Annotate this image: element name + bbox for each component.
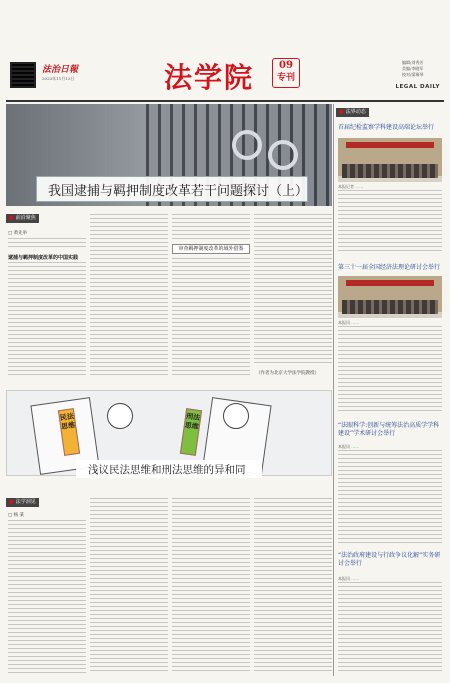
editor-credit: 校对/梁瑞琴 xyxy=(402,72,424,77)
news-sidebar xyxy=(336,104,444,676)
issue-date: 2023年11月13日 xyxy=(42,76,75,81)
column-tag-label: 前沿聚焦 xyxy=(15,215,36,221)
article2-body-text xyxy=(90,498,168,674)
article1-body-text xyxy=(254,214,332,366)
photo-people xyxy=(342,300,438,314)
column-tag-news xyxy=(336,108,369,117)
handcuff-icon xyxy=(232,130,262,160)
cartoon-face-icon xyxy=(107,403,133,429)
article1-body-text xyxy=(172,214,250,240)
sidebar-body-text xyxy=(338,450,442,544)
column-tag-frontier xyxy=(6,214,39,223)
special-issue-label: 专刊 xyxy=(276,73,295,83)
article1-author-note: （作者为北京大学法学院教授） xyxy=(256,371,319,376)
article1-subhead: 逮捕与羁押制度改革的中国实践 xyxy=(8,255,79,261)
article1-body-text xyxy=(8,262,86,378)
article1-headline[interactable]: 我国逮捕与羁押制度改革若干问题探讨（上） xyxy=(48,184,309,199)
sidebar-item-title[interactable]: 首届纪检监察学科建设高端论坛举行 xyxy=(338,124,435,131)
label-criminal-thinking: 刑法思维 xyxy=(180,408,202,456)
sidebar-item-byline: 本报讯 …… xyxy=(338,320,360,325)
column-tag-label: 法界动态 xyxy=(345,109,366,115)
article1-body-text xyxy=(172,258,250,378)
article1-body-text xyxy=(8,238,86,250)
bullet-icon: ■ xyxy=(339,109,344,115)
article2-headline[interactable]: 浅议民法思维和刑法思维的异和同 xyxy=(88,464,246,476)
article2-author: □ 杨 某 xyxy=(8,513,25,518)
sidebar-item-byline: 本报记者 …… xyxy=(338,184,364,189)
special-issue-number: 09 xyxy=(279,60,293,71)
photo-banner xyxy=(346,280,434,286)
column-tag-label: 法学洞见 xyxy=(15,499,36,505)
sidebar-item-byline: 本报讯 …… xyxy=(338,444,360,449)
photo-people xyxy=(342,164,438,178)
editor-credits xyxy=(402,60,440,78)
sidebar-body-text xyxy=(338,326,442,412)
legal-daily-label: LEGAL DAILY xyxy=(395,84,440,90)
qr-code-icon xyxy=(10,62,36,88)
article1-author: □ 黄先举 xyxy=(8,231,28,236)
handcuff-icon xyxy=(268,140,298,170)
sidebar-body-text xyxy=(338,582,442,674)
photo-banner xyxy=(346,142,434,148)
section-title: 法学院 xyxy=(164,61,255,94)
sidebar-item-byline: 本报讯 …… xyxy=(338,576,360,581)
sidebar-item-title[interactable]: 第三十一届全国经济法理论研讨会举行 xyxy=(338,264,441,271)
bullet-icon: ■ xyxy=(9,215,14,221)
sidebar-body-text xyxy=(338,190,442,252)
column-tag-insight xyxy=(6,498,39,507)
editor-credit: 编辑/刘秀芳 xyxy=(402,60,424,65)
sidebar-item-title[interactable]: “法治政府建设与行政争议化解”实务研讨会举行 xyxy=(338,552,441,567)
cartoon-face-icon xyxy=(223,403,249,429)
article2-body-text xyxy=(172,498,250,674)
editor-credit: 美编/李晓军 xyxy=(402,66,424,71)
masthead-rule xyxy=(6,100,444,102)
main-column xyxy=(6,104,332,676)
news-photo xyxy=(338,276,442,318)
masthead xyxy=(6,54,444,100)
news-photo xyxy=(338,138,442,182)
sidebar-item-title[interactable]: “法眼科学:创新与统筹法治高质学学科建设”学术研讨会举行 xyxy=(338,422,440,437)
paper-name: 法治日報 xyxy=(42,65,79,75)
special-issue-badge xyxy=(272,58,300,88)
article2-body-text xyxy=(8,520,86,674)
label-civil-thinking: 民法思维 xyxy=(58,408,80,456)
article1-body-text xyxy=(90,214,168,378)
column-divider xyxy=(333,104,334,676)
article2-body-text xyxy=(254,498,332,674)
article1-subhead-box: 审查羁押制度改革的域外借鉴 xyxy=(172,244,250,254)
bullet-icon: ■ xyxy=(9,499,14,505)
